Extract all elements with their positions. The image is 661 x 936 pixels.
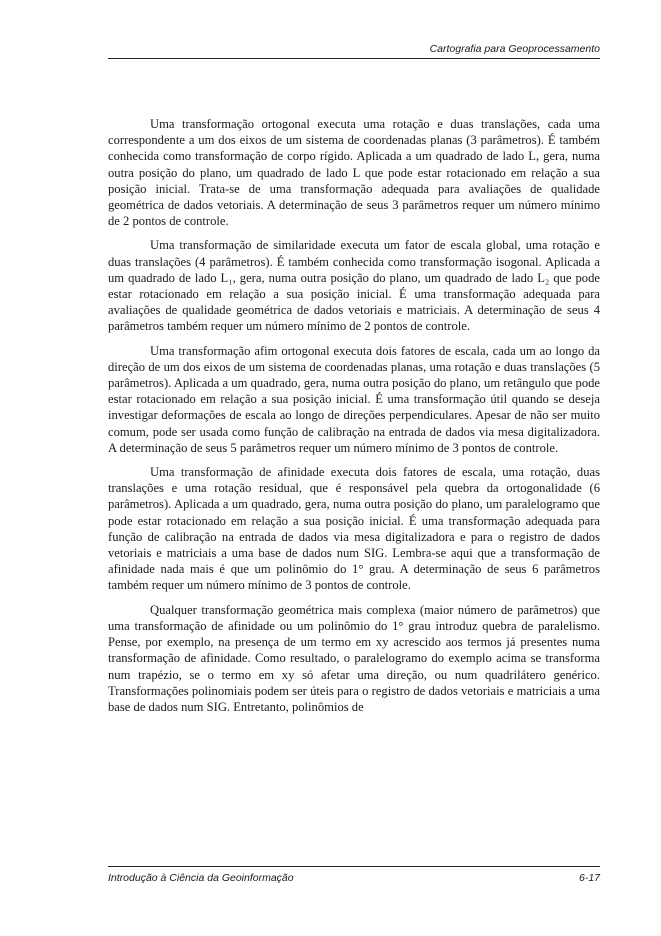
page-header (108, 42, 600, 59)
paragraph-orthogonal-affine-transformation: Uma transformação afim ortogonal executa dois fatores de escala, cada um ao longo da direção de um dos eixos de um sistema de coordenadas planas, uma rotação e duas translações (5 parâmetros). Aplicada a um quadrado, gera, numa outra posição do plano, um retângulo que pode estar rotacionado em relação a sua posição inicial. É uma transformação útil quando se deseja investigar deformações de escala ao longo de direções perpendiculares. Apesar de não ser muito comum, pode ser usada como função de calibração na entrada de dados via mesa digitalizadora. A determinação de seus 5 parâmetros requer um número mínimo de 3 pontos de controle. (108, 343, 600, 455)
body-text (108, 116, 600, 723)
running-title: Cartografia para Geoprocessamento (429, 43, 600, 55)
paragraph-similarity-transformation: Uma transformação de similaridade executa um fator de escala global, uma rotação e duas translações (4 parâmetros). É também conhecida como transformação isogonal. Aplicada a um quadrado de lado L₁, gera, numa outra posição do plano, um quadrado de lado L₂ que pode estar rotacionado em relação a sua posição inicial. É uma transformação adequada para avaliações de qualidade geométrica de dados vetoriais e matriciais. A determinação de seus 4 parâmetros também requer um número mínimo de 2 pontos de controle. (108, 238, 600, 334)
footer-page-number: 6-17 (578, 872, 600, 884)
paragraph-orthogonal-transformation: Uma transformação ortogonal executa uma rotação e duas translações, cada uma correspondente a um dos eixos de um sistema de coordenadas planas (3 parâmetros). É também conhecida como transformação de corpo rígido. Aplicada a um quadrado de lado L, gera, numa outra posição do plano, um quadrado de lado L que pode estar rotacionado em relação a sua posição inicial. Trata-se de uma transformação adequada para avaliações de qualidade geométrica de dados vetoriais. A determinação de seus 3 parâmetros requer um número mínimo de 2 pontos de controle. (108, 117, 600, 229)
paragraph-affinity-transformation: Uma transformação de afinidade executa dois fatores de escala, uma rotação, duas translações e uma rotação residual, que é responsável pela quebra da ortogonalidade (6 parâmetros). Aplicada a um quadrado, gera, numa outra posição do plano, um paralelogramo que pode estar rotacionado em relação a sua posição inicial. É uma transformação adequada para função de calibração na entrada de dados via mesa digitalizadora e para o registro de dados vetoriais e matriciais a uma base de dados num SIG. Lembra-se aqui que a transformação de afinidade nada mais é que um polinômio do 1° grau. A determinação de seus 6 parâmetros também requer um número mínimo de 3 pontos de controle. (108, 465, 600, 593)
paragraph-complex-transformations: Qualquer transformação geométrica mais complexa (maior número de parâmetros) que uma transformação de afinidade ou um polinômio do 1° grau introduz quebra de paralelismo. Pense, por exemplo, na presença de um termo em xy acrescido aos termos já presentes numa transformação de afinidade. Como resultado, o paralelogramo do exemplo acima se transforma num trapézio, se o termo em xy só afetar uma direção, ou num quadrilátero genérico. Transformações polinomiais podem ser úteis para o registro de dados vetoriais e matriciais a uma base de dados num SIG. Entretanto, polinômios de (108, 602, 600, 714)
page-footer (108, 866, 600, 885)
footer-book-title: Introdução à Ciência da Geoinformação (108, 872, 294, 884)
